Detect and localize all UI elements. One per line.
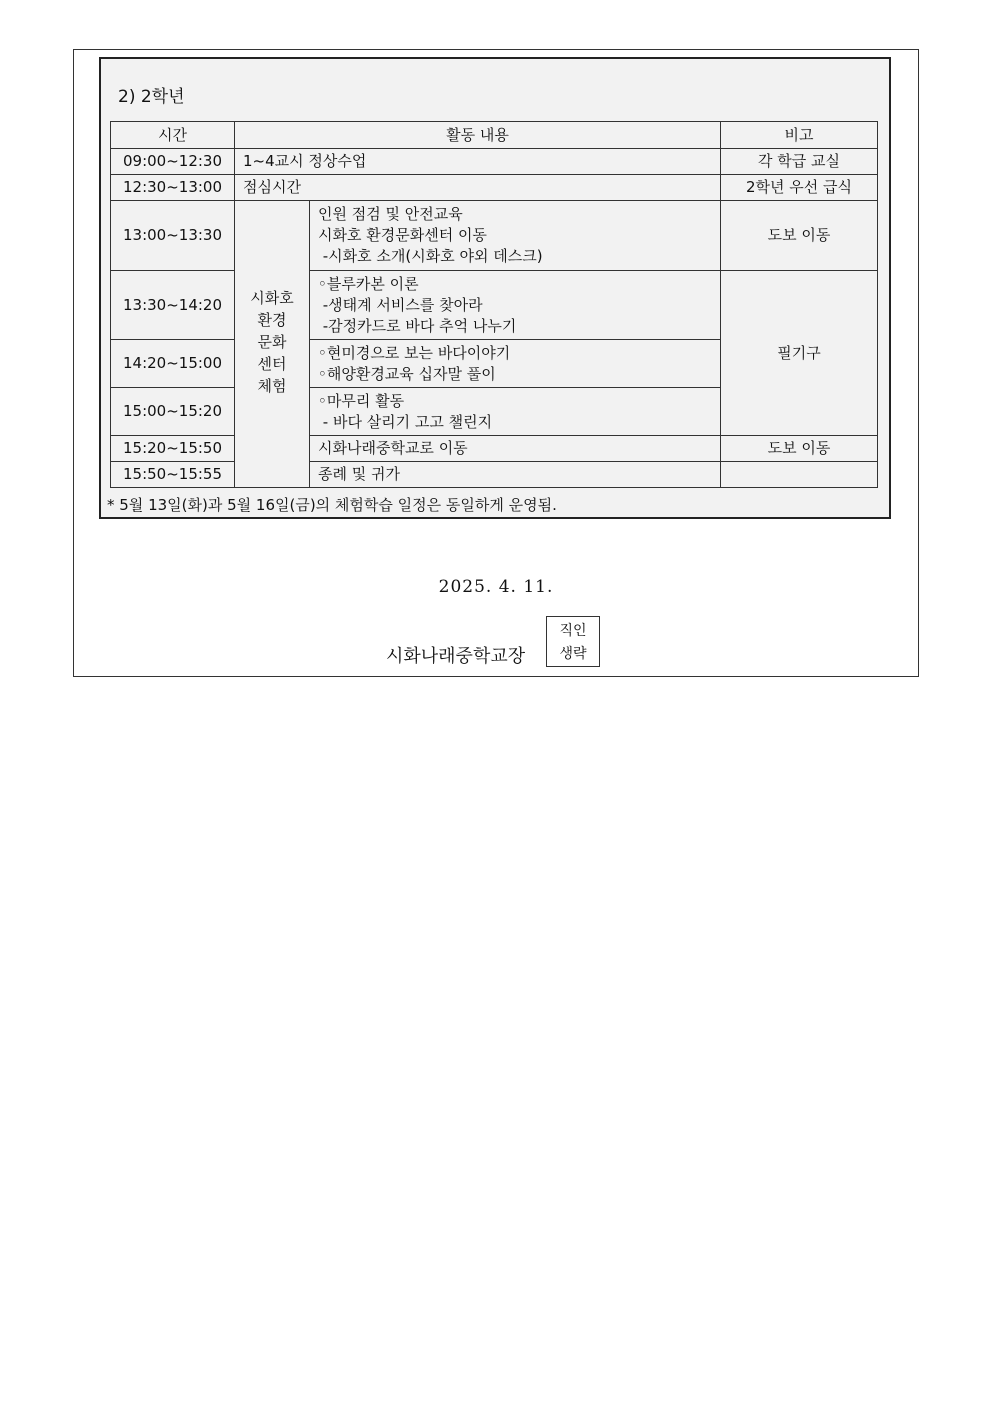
activity-cell: 시화나래중학교로 이동 (310, 436, 721, 462)
activity-line: ◦해양환경교육 십자말 풀이 (318, 364, 496, 383)
activity-cell (310, 340, 721, 388)
time-cell: 12:30~13:00 (111, 175, 235, 201)
table-row (111, 175, 878, 201)
note-cell: 도보 이동 (721, 201, 878, 271)
activity-line: -생태계 서비스를 찾아라 (318, 295, 483, 314)
activity-line: -감정카드로 바다 추억 나누기 (318, 316, 517, 335)
table-row (111, 149, 878, 175)
time-cell: 14:20~15:00 (111, 340, 235, 388)
activity-line: - 바다 살리기 고고 챌린지 (318, 412, 493, 431)
group-label-line: 센터 (257, 355, 287, 373)
seal-line-1: 직인 (559, 623, 587, 639)
activity-cell: 점심시간 (235, 175, 721, 201)
seal-box (546, 616, 600, 667)
issuer-name: 시화나래중학교장 (386, 646, 526, 667)
seal-line-2: 생략 (559, 646, 587, 662)
group-label-line: 문화 (257, 333, 287, 351)
header-note: 비고 (721, 122, 878, 149)
header-time: 시간 (111, 122, 235, 149)
note-cell (721, 462, 878, 488)
activity-line: -시화호 소개(시화호 야외 데스크) (318, 247, 543, 265)
time-cell: 13:00~13:30 (111, 201, 235, 271)
footnote: * 5월 13일(화)과 5월 16일(금)의 체험학습 일정은 동일하게 운영됨. (107, 496, 557, 514)
table-row (111, 271, 878, 340)
activity-cell: 1~4교시 정상수업 (235, 149, 721, 175)
table-row (111, 462, 878, 488)
table-header-row (111, 122, 878, 149)
section-title: 2) 2학년 (118, 87, 185, 107)
activity-cell (310, 388, 721, 436)
time-cell: 09:00~12:30 (111, 149, 235, 175)
group-label-line: 시화호 (250, 289, 294, 307)
group-label-line: 환경 (257, 311, 287, 329)
activity-line: ◦현미경으로 보는 바다이야기 (318, 343, 511, 362)
activity-cell (310, 271, 721, 340)
activity-line: ◦마무리 활동 (318, 391, 405, 410)
table-row (111, 201, 878, 271)
activity-cell: 종례 및 귀가 (310, 462, 721, 488)
activity-line: 시화호 환경문화센터 이동 (318, 226, 487, 244)
program-group-label (235, 201, 310, 488)
time-cell: 13:30~14:20 (111, 271, 235, 340)
activity-line: 인원 점검 및 안전교육 (318, 205, 463, 223)
table-row (111, 436, 878, 462)
note-cell-merged: 필기구 (721, 271, 878, 436)
activity-cell (310, 201, 721, 271)
time-cell: 15:20~15:50 (111, 436, 235, 462)
issue-date: 2025. 4. 11. (438, 577, 554, 597)
time-cell: 15:50~15:55 (111, 462, 235, 488)
note-cell: 2학년 우선 급식 (721, 175, 878, 201)
header-activity: 활동 내용 (235, 122, 721, 149)
schedule-table (110, 121, 878, 488)
note-cell: 도보 이동 (721, 436, 878, 462)
time-cell: 15:00~15:20 (111, 388, 235, 436)
activity-line: ◦블루카본 이론 (318, 274, 419, 293)
group-label-line: 체험 (257, 377, 287, 395)
note-cell: 각 학급 교실 (721, 149, 878, 175)
